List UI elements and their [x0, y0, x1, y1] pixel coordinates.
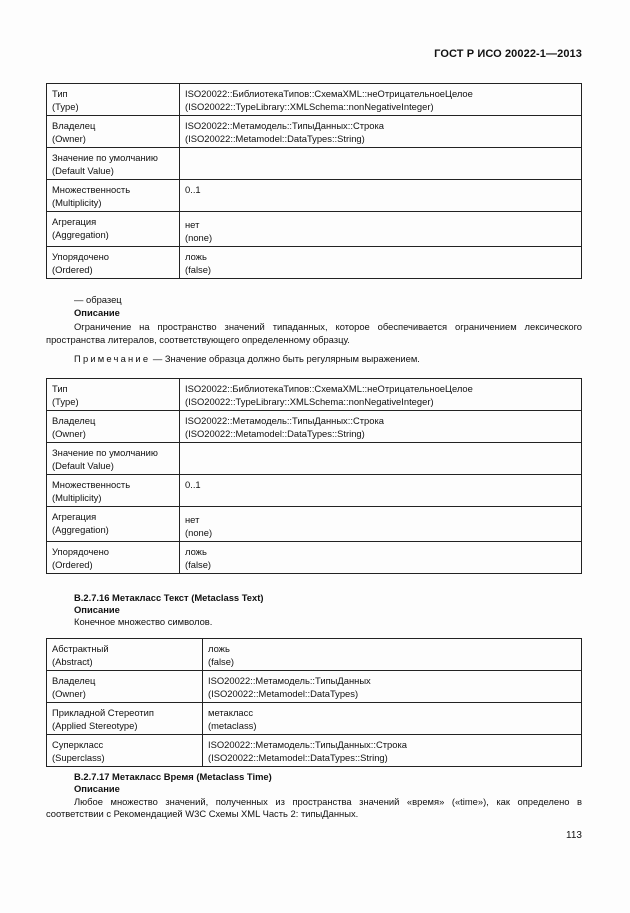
description-line-2: пространства литералов, соответствующего определенному образцу. — [46, 334, 350, 345]
property-label-cell: Значение по умолчанию (Default Value) — [47, 443, 180, 475]
property-label-cell: Множественность (Multiplicity) — [47, 180, 180, 212]
property-value-cell: 0..1 — [180, 180, 582, 212]
term-pattern: — образец — [74, 294, 122, 305]
table-row — [47, 671, 582, 703]
property-value-cell: ложь (false) — [180, 542, 582, 574]
property-label-cell: Абстрактный (Abstract) — [47, 639, 203, 671]
property-label-cell: Тип (Type) — [47, 84, 180, 116]
page-number: 113 — [566, 830, 582, 841]
property-label-cell: Тип (Type) — [47, 379, 180, 411]
property-table-3 — [46, 638, 582, 767]
description-heading: Описание — [74, 604, 120, 615]
property-value-cell: метакласс (metaclass) — [203, 703, 582, 735]
property-label-cell: Владелец (Owner) — [47, 116, 180, 148]
property-label-cell: Упорядочено (Ordered) — [47, 247, 180, 279]
table-row — [47, 180, 582, 212]
property-value-cell: ISO20022::БиблиотекаТипов::СхемаXML::неОтрицательноеЦелое (ISO20022::TypeLibrary::XMLSchema::nonNegativeInteger) — [180, 84, 582, 116]
table-row — [47, 247, 582, 279]
table-row — [47, 212, 582, 247]
description-text: Конечное множество символов. — [74, 616, 213, 627]
table-row — [47, 84, 582, 116]
property-value-cell: ISO20022::Метамодель::ТипыДанных::Строка (ISO20022::Metamodel::DataTypes::String) — [180, 411, 582, 443]
section-heading-time: B.2.7.17 Метакласс Время (Metaclass Time) — [74, 771, 272, 782]
description-heading: Описание — [74, 783, 120, 794]
section-heading-text: B.2.7.16 Метакласс Текст (Metaclass Text) — [74, 592, 264, 603]
property-label-cell: Упорядочено (Ordered) — [47, 542, 180, 574]
property-label-cell: Агрегация (Aggregation) — [47, 212, 180, 247]
table-row — [47, 542, 582, 574]
table-row — [47, 116, 582, 148]
note-label: Примечание — [74, 353, 151, 364]
document-header: ГОСТ Р ИСО 20022-1—2013 — [434, 48, 582, 60]
property-label-cell: Множественность (Multiplicity) — [47, 475, 180, 507]
property-label-cell: Владелец (Owner) — [47, 671, 203, 703]
property-value-cell — [180, 443, 582, 475]
table-row — [47, 735, 582, 767]
description-line-1: Любое множество значений, полученных из пространства значений «время» («time»), как определено в — [74, 796, 582, 807]
note — [74, 352, 420, 365]
property-value-cell: ISO20022::Метамодель::ТипыДанных (ISO20022::Metamodel::DataTypes) — [203, 671, 582, 703]
property-value-cell: ISO20022::Метамодель::ТипыДанных::Строка (ISO20022::Metamodel::DataTypes::String) — [203, 735, 582, 767]
note-text: — Значение образца должно быть регулярным выражением. — [150, 353, 420, 364]
property-value-cell — [180, 148, 582, 180]
property-label-cell: Владелец (Owner) — [47, 411, 180, 443]
description-line-1: Ограничение на пространство значений типаданных, которое обеспечивается ограничением лексического — [74, 321, 582, 332]
property-value-cell: ISO20022::БиблиотекаТипов::СхемаXML::неОтрицательноеЦелое (ISO20022::TypeLibrary::XMLSchema::nonNegativeInteger) — [180, 379, 582, 411]
property-value-cell: нет (none) — [180, 507, 582, 542]
description-heading: Описание — [74, 307, 120, 318]
table-row — [47, 379, 582, 411]
table-row — [47, 411, 582, 443]
table-row — [47, 507, 582, 542]
property-label-cell: Прикладной Стереотип (Applied Stereotype) — [47, 703, 203, 735]
table-row — [47, 475, 582, 507]
property-value-cell: ложь (false) — [180, 247, 582, 279]
table-row — [47, 703, 582, 735]
property-table-2 — [46, 378, 582, 574]
property-label-cell: Суперкласс (Superclass) — [47, 735, 203, 767]
table-row — [47, 443, 582, 475]
property-value-cell: нет (none) — [180, 212, 582, 247]
table-row — [47, 148, 582, 180]
property-label-cell: Значение по умолчанию (Default Value) — [47, 148, 180, 180]
property-value-cell: ISO20022::Метамодель::ТипыДанных::Строка (ISO20022::Metamodel::DataTypes::String) — [180, 116, 582, 148]
property-value-cell: ложь (false) — [203, 639, 582, 671]
table-row — [47, 639, 582, 671]
description-line-2: соответствии с Рекомендацией W3C Схемы XML Часть 2: типыДанных. — [46, 808, 359, 819]
property-value-cell: 0..1 — [180, 475, 582, 507]
property-label-cell: Агрегация (Aggregation) — [47, 507, 180, 542]
property-table-1 — [46, 83, 582, 279]
